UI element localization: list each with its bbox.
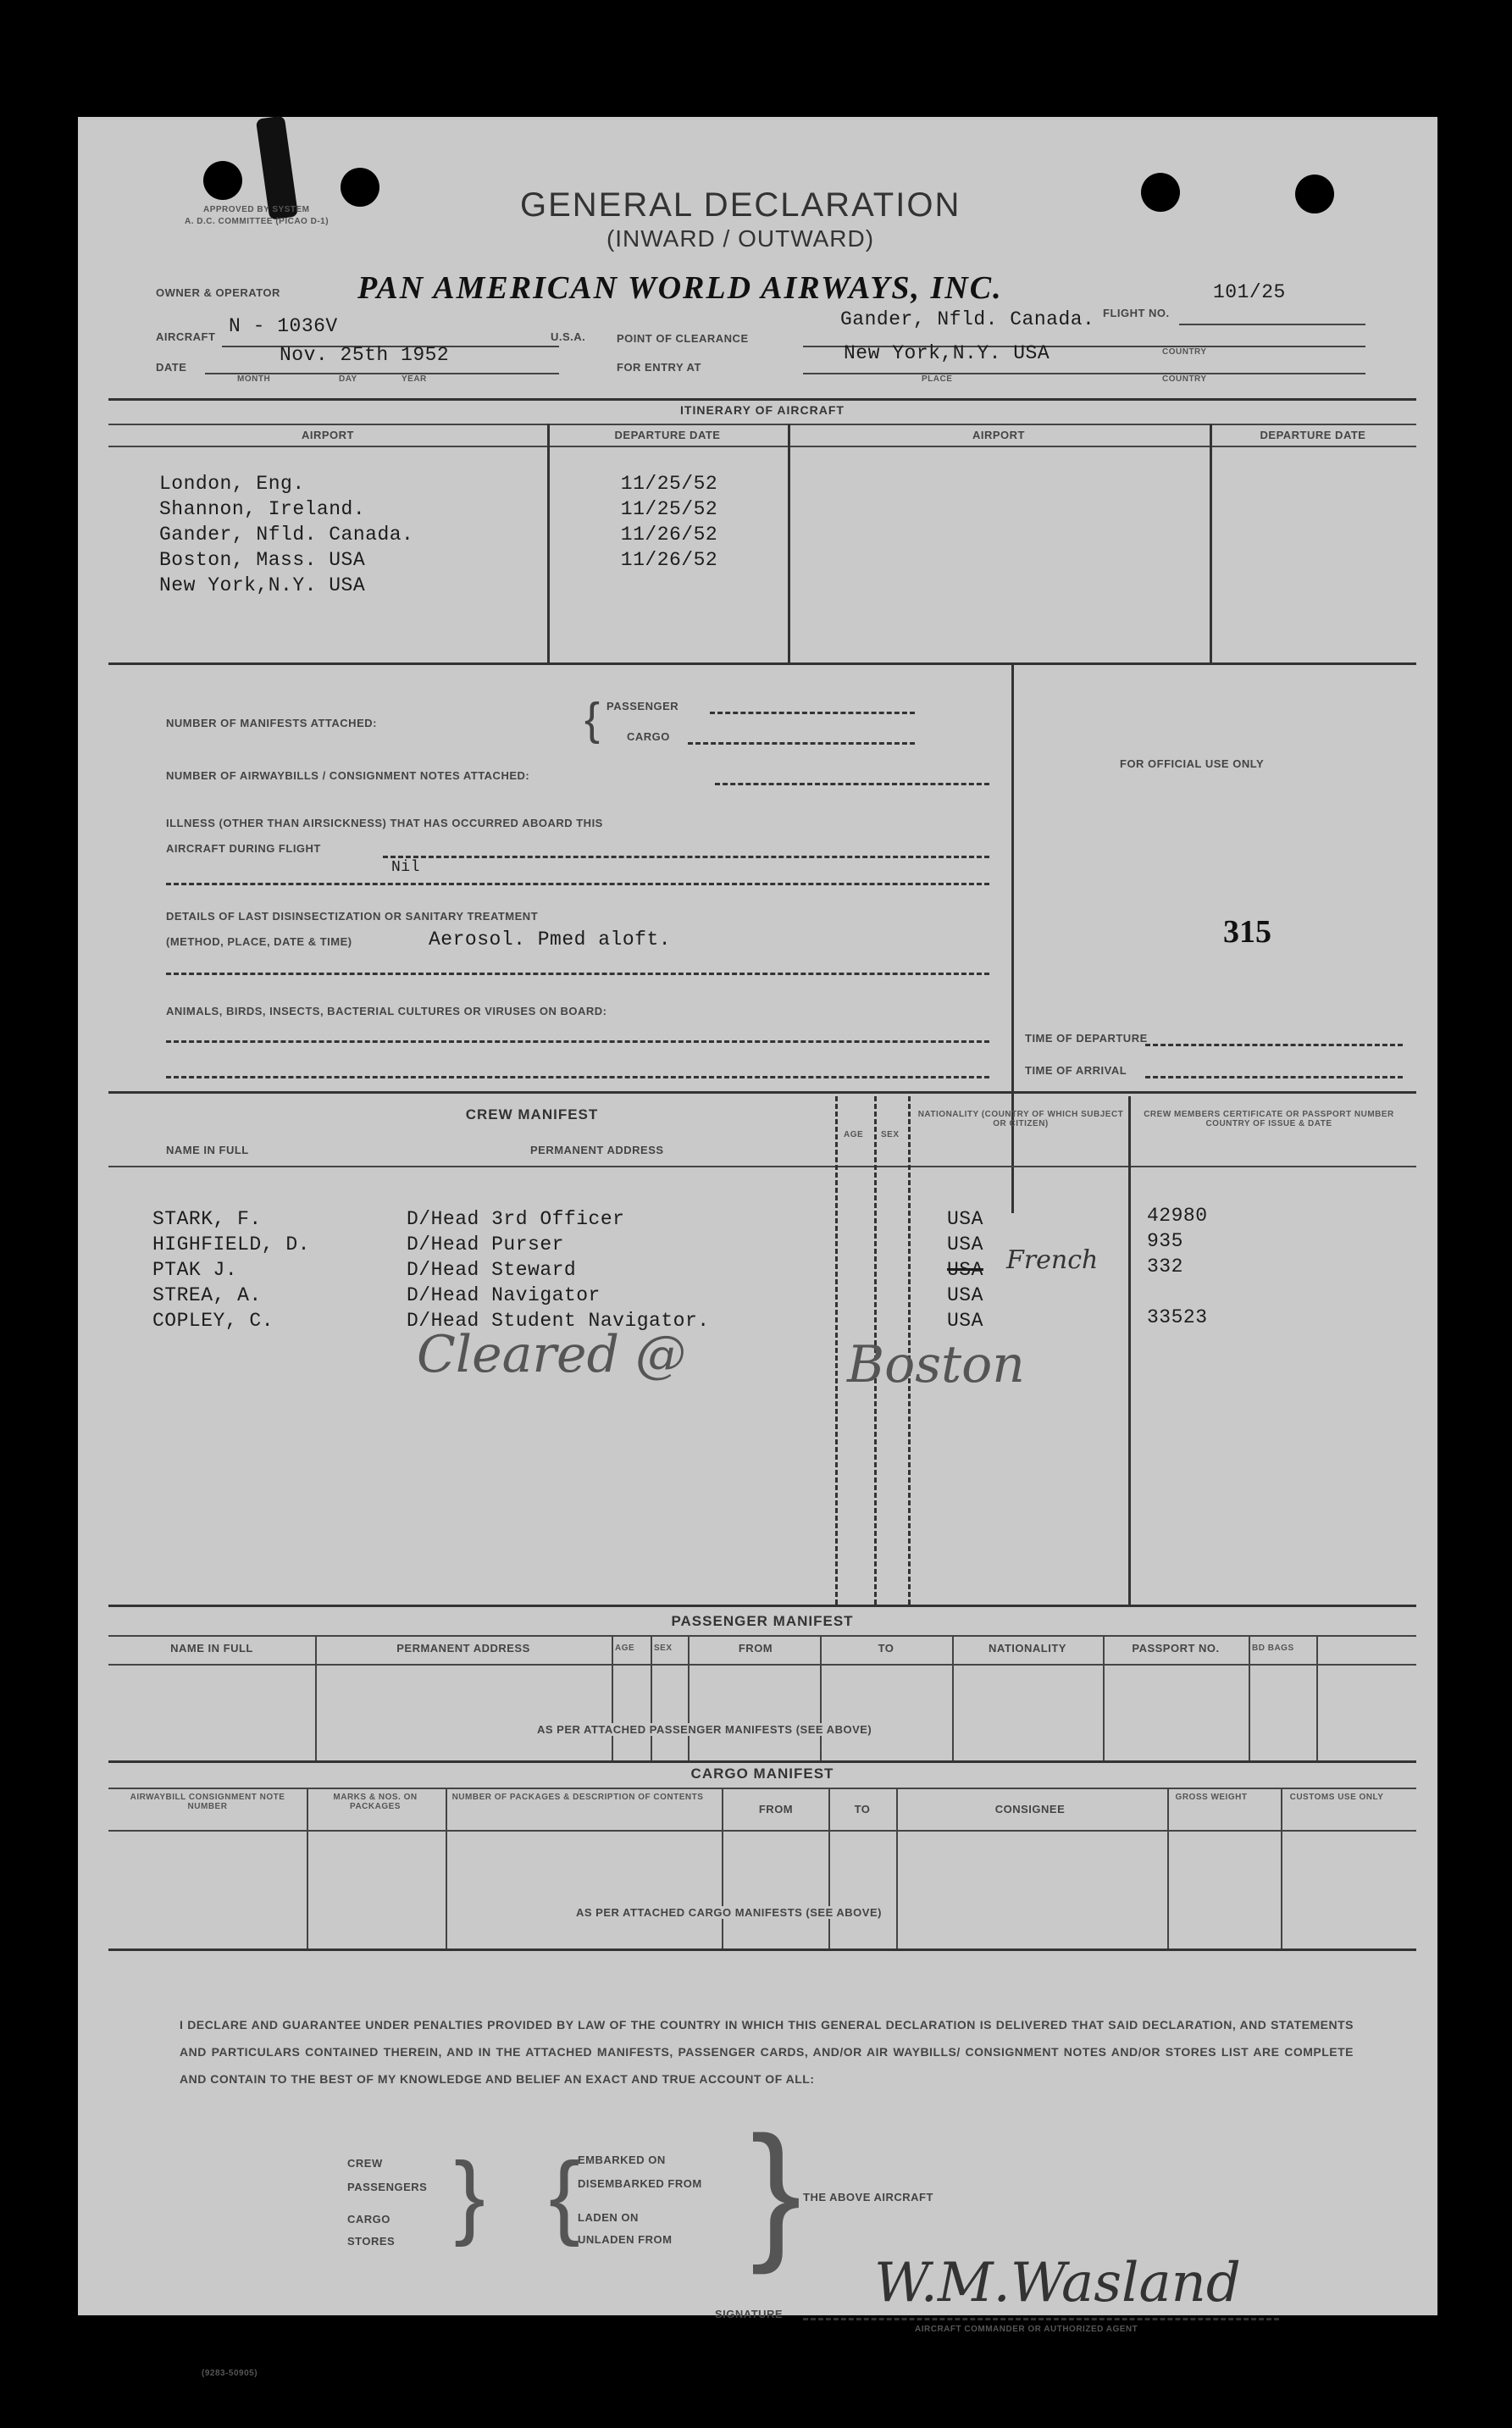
itinerary-date: 11/25/52 xyxy=(620,498,718,520)
time-departure-label: TIME OF DEPARTURE xyxy=(1025,1032,1148,1045)
footer-code: (9283-50905) xyxy=(202,2369,258,2378)
passenger-col-address: PERMANENT ADDRESS xyxy=(396,1642,530,1655)
declaration-passengers: PASSENGERS xyxy=(347,2181,428,2193)
passenger-col-extra: BD BAGS xyxy=(1252,1644,1294,1653)
itinerary-col-departure: DEPARTURE DATE xyxy=(614,429,721,441)
declaration-cargo: CARGO xyxy=(347,2213,390,2226)
illness-label-1: ILLNESS (OTHER THAN AIRSICKNESS) THAT HAS OCCURRED ABOARD THIS xyxy=(166,817,603,829)
point-clearance-label: POINT OF CLEARANCE xyxy=(617,332,749,345)
usa-label: U.S.A. xyxy=(551,330,586,343)
point-clearance-value: Gander, Nfld. Canada. xyxy=(840,308,1095,330)
form-subtitle: (INWARD / OUTWARD) xyxy=(606,225,875,252)
punch-hole xyxy=(203,161,242,200)
cargo-col-from: FROM xyxy=(758,1803,794,1815)
passenger-note: AS PER ATTACHED PASSENGER MANIFESTS (SEE ABOVE) xyxy=(534,1723,875,1736)
year-label: YEAR xyxy=(402,374,427,384)
cargo-col-marks: MARKS & NOS. ON PACKAGES xyxy=(333,1793,418,1811)
crew-name: STREA, A. xyxy=(152,1284,262,1306)
crew-nationality-handwritten: French xyxy=(1006,1245,1099,1275)
aircraft-value: N - 1036V xyxy=(229,315,338,337)
commander-label: AIRCRAFT COMMANDER OR AUTHORIZED AGENT xyxy=(915,2325,1138,2334)
punch-hole xyxy=(1141,173,1180,212)
animals-label: ANIMALS, BIRDS, INSECTS, BACTERIAL CULTURES OR VIRUSES ON BOARD: xyxy=(166,1005,607,1017)
crew-col-sex: SEX xyxy=(881,1130,900,1139)
for-entry-value: New York,N.Y. USA xyxy=(844,342,1050,364)
crew-certificate: 935 xyxy=(1147,1230,1183,1252)
punch-hole xyxy=(1295,175,1334,213)
declaration-text: I DECLARE AND GUARANTEE UNDER PENALTIES PROVIDED BY LAW OF THE COUNTRY IN WHICH THIS GENERAL DECLARATION IS DELIVERED THAT SAID DECLARATION, AND STATEMENTS AND PARTICULARS CONTAINED THEREIN, AND IN THE ATTACHED MANIFESTS, PASSENGER CARDS, AND/OR AIR WAYBILLS/ CONSIGNMENT NOTES AND/OR STORES LIST ARE COMPLETE AND CONTAIN TO THE BEST OF MY KNOWLEDGE AND BELIEF AN EXACT AND TRUE ACCOUNT OF ALL: xyxy=(180,2018,1354,2086)
itinerary-airport: Shannon, Ireland. xyxy=(159,498,366,520)
declaration-above-aircraft: THE ABOVE AIRCRAFT xyxy=(803,2191,933,2203)
crew-name: STARK, F. xyxy=(152,1208,262,1230)
declaration-disembarked: DISEMBARKED FROM xyxy=(578,2177,702,2190)
flight-no-label: FLIGHT NO. xyxy=(1103,307,1170,319)
itinerary-date: 11/26/52 xyxy=(620,549,718,571)
declaration-unladen: UNLADEN FROM xyxy=(578,2233,673,2246)
passenger-col-nationality: NATIONALITY xyxy=(989,1642,1066,1655)
crew-address: D/Head Steward xyxy=(407,1259,577,1281)
crew-title: CREW MANIFEST xyxy=(465,1106,599,1123)
crew-col-address: PERMANENT ADDRESS xyxy=(530,1144,664,1156)
date-value: Nov. 25th 1952 xyxy=(280,344,450,366)
itinerary-airport: London, Eng. xyxy=(159,473,305,495)
crew-certificate: 332 xyxy=(1147,1256,1183,1278)
crew-col-nationality: NATIONALITY (COUNTRY OF WHICH SUBJECT OR CITIZEN) xyxy=(917,1110,1124,1128)
day-label: DAY xyxy=(339,374,357,384)
declaration-crew: CREW xyxy=(347,2157,383,2170)
date-label: DATE xyxy=(156,361,187,374)
disinsect-label-1: DETAILS OF LAST DISINSECTIZATION OR SANITARY TREATMENT xyxy=(166,910,539,923)
crew-name: HIGHFIELD, D. xyxy=(152,1233,310,1256)
declaration-laden: LADEN ON xyxy=(578,2211,639,2224)
itinerary-col-departure-2: DEPARTURE DATE xyxy=(1260,429,1366,441)
crew-address: D/Head Navigator xyxy=(407,1284,601,1306)
crew-address: D/Head 3rd Officer xyxy=(407,1208,625,1230)
disinsect-label-2: (METHOD, PLACE, DATE & TIME) xyxy=(166,935,352,948)
cargo-col-airwaybill: AIRWAYBILL CONSIGNMENT NOTE NUMBER xyxy=(130,1793,285,1811)
crew-nationality: USA xyxy=(947,1310,983,1332)
itinerary-col-airport-2: AIRPORT xyxy=(972,429,1025,441)
country-label-2: COUNTRY xyxy=(1162,374,1207,384)
itinerary-title: ITINERARY OF AIRCRAFT xyxy=(680,403,845,417)
declaration-embarked: EMBARKED ON xyxy=(578,2154,666,2166)
passenger-col-from: FROM xyxy=(738,1642,773,1655)
passenger-col-passport: PASSPORT NO. xyxy=(1132,1642,1220,1655)
approval-line-2: A. D.C. COMMITTEE (PICAO D-1) xyxy=(185,217,330,226)
number-manifests-label: NUMBER OF MANIFESTS ATTACHED: xyxy=(166,717,377,729)
crew-name: PTAK J. xyxy=(152,1259,238,1281)
time-arrival-label: TIME OF ARRIVAL xyxy=(1025,1064,1127,1077)
place-label: PLACE xyxy=(922,374,953,384)
disinsect-value: Aerosol. Pmed aloft. xyxy=(429,929,672,951)
cargo-count-label: CARGO xyxy=(627,730,670,743)
cargo-col-customs: CUSTOMS USE ONLY xyxy=(1289,1793,1384,1802)
crew-col-name: NAME IN FULL xyxy=(166,1144,249,1156)
cargo-col-consignee: CONSIGNEE xyxy=(994,1803,1066,1815)
month-label: MONTH xyxy=(237,374,271,384)
declaration-form: APPROVED BY SYSTEM A. D.C. COMMITTEE (PICAO D-1) GENERAL DECLARATION (INWARD / OUTWARD) OWNER & OPERATOR PAN AMERICAN WORLD AIRWAYS, INC. FLIGHT NO. 101/25 AIRCRAFT N - 1036V U.S.A. POINT OF CLEARANCE Gander, Nfld. Canada. COUNTRY DATE Nov. 25th 1952 MONTH DAY YEAR FOR ENTRY AT New York,N.Y. USA PLACE COUNTRY ITINERARY OF AIRCRAFT AIRPORT DEPARTURE DATE AIRPORT DEPARTURE DATE London, Eng. 11/25/52 Shannon, Ireland. 11/25/52 Gander, Nfld. Canada. 11/26/52 Boston, Mass. USA 11/26/52 New York,N.Y. USA NUMBER OF MANIFESTS ATTACHED: { PASSENGER CARGO NUMBER OF AIRWAYBILLS / CONSIGNMENT NOTES ATTACHED: ILLNESS (OTHER THAN AIRSICKNESS) THAT HAS OCCURRED ABOARD THIS AIRCRAFT DURING FLIGHT Nil DETAILS OF LAST DISINSECTIZATION OR SANITARY TREATMENT (METHOD, PLACE, DATE & TIME) Aerosol. Pmed aloft. ANIMALS, BIRDS, INSECTS, BACTERIAL CULTURES OR VIRUSES ON BOARD: FOR OFFICIAL USE ONLY 315 TIME OF DEPARTURE TIME OF ARRIVAL CREW MANIFEST NAME IN FULL PERMANENT ADDRESS AGE SEX NATIONALITY (COUNTRY OF WHICH SUBJECT OR CITIZEN) CREW MEMBERS CERTIFICATE OR PASSPORT NUMBER COUNTRY OF ISSUE & DATE STARK, F. D/Head 3rd Officer USA 42980 HIGHFIELD, D. D/Head Purser USA 935 PTAK J. D/Head Steward USA French 332 STREA, A. D/Head Navigator USA COPLEY, C. D/Head Student Navigator. USA 33523 Cleared @ Boston PASSENGER MANIFEST NAME IN FULL PERMANENT ADDRESS AGE SEX FROM TO NATIONALITY PASSPORT NO. BD BAGS AS PER ATTACHED PASSENGER MANIFESTS (SEE ABOVE) CARGO MANIFEST AIRWAYBILL CONSIGNMENT NOTE NUMBER MARKS & NOS. ON PACKAGES NUMBER OF PACKAGES & DESCRIPTION OF CONTENTS FROM TO CONSIGNEE GROSS WEIGHT CUSTOMS USE ONLY AS PER ATTACHED CARGO MANIFESTS (SEE ABOVE) I DECLARE AND GUARANTEE UNDER PENALTIES PROVIDED BY LAW OF THE COUNTRY IN WHICH THIS GENERAL DECLARATION IS DELIVERED THAT SAID DECLARATION, AND STATEMENTS AND PARTICULARS CONTAINED THEREIN, AND IN THE ATTACHED MANIFESTS, PASSENGER CARDS, AND/OR AIR WAYBILLS/ CONSIGNMENT NOTES AND/OR STORES LIST ARE COMPLETE AND CONTAIN TO THE BEST OF MY KNOWLEDGE AND BELIEF AN EXACT AND TRUE ACCOUNT OF ALL: CREW PASSENGERS CARGO STORES } { EMBARKED ON DISEMBARKED FROM LADEN ON UNLADEN FROM } THE ABOVE AIRCRAFT SIGNATURE W.M.Wasland AIRCRAFT COMMANDER OR AUTHORIZED AGENT (9283-50905) xyxy=(78,117,1437,2315)
approval-line-1: APPROVED BY SYSTEM xyxy=(203,205,310,214)
crew-nationality: USA xyxy=(947,1233,983,1256)
punch-hole xyxy=(341,168,379,207)
passenger-title: PASSENGER MANIFEST xyxy=(671,1613,854,1629)
handwritten-cleared: Cleared @ xyxy=(417,1325,687,1384)
passenger-col-sex: SEX xyxy=(654,1644,673,1653)
passenger-count-label: PASSENGER xyxy=(606,700,679,712)
declaration-stores: STORES xyxy=(347,2235,396,2248)
crew-nationality: USA xyxy=(947,1284,983,1306)
illness-value: Nil xyxy=(391,859,420,876)
cargo-col-packages: NUMBER OF PACKAGES & DESCRIPTION OF CONTENTS xyxy=(451,1793,704,1802)
official-use-value: 315 xyxy=(1223,914,1271,950)
aircraft-label: AIRCRAFT xyxy=(156,330,216,343)
itinerary-airport: Gander, Nfld. Canada. xyxy=(159,524,414,546)
cargo-col-weight: GROSS WEIGHT xyxy=(1175,1793,1248,1802)
signature-label: SIGNATURE xyxy=(715,2308,784,2320)
crew-nationality: USA xyxy=(947,1259,983,1281)
airwaybills-label: NUMBER OF AIRWAYBILLS / CONSIGNMENT NOTES ATTACHED: xyxy=(166,769,530,782)
cargo-note: AS PER ATTACHED CARGO MANIFESTS (SEE ABOVE) xyxy=(573,1906,885,1919)
crew-certificate: 33523 xyxy=(1147,1306,1208,1328)
crew-col-age: AGE xyxy=(844,1130,864,1139)
official-use-label: FOR OFFICIAL USE ONLY xyxy=(1120,757,1265,770)
crew-address: D/Head Purser xyxy=(407,1233,564,1256)
crew-address: D/Head Student Navigator. xyxy=(407,1310,710,1332)
handwritten-boston: Boston xyxy=(847,1335,1025,1394)
country-label: COUNTRY xyxy=(1162,347,1207,357)
signature: W.M.Wasland xyxy=(874,2252,1241,2314)
form-title: GENERAL DECLARATION xyxy=(520,186,961,224)
owner-label: OWNER & OPERATOR xyxy=(156,286,280,299)
illness-label-2: AIRCRAFT DURING FLIGHT xyxy=(166,842,321,855)
itinerary-airport: New York,N.Y. USA xyxy=(159,574,366,596)
cargo-title: CARGO MANIFEST xyxy=(690,1766,834,1782)
passenger-col-name: NAME IN FULL xyxy=(170,1642,253,1655)
passenger-col-to: TO xyxy=(878,1642,894,1655)
crew-nationality: USA xyxy=(947,1208,983,1230)
crew-name: COPLEY, C. xyxy=(152,1310,274,1332)
for-entry-label: FOR ENTRY AT xyxy=(617,361,701,374)
itinerary-date: 11/25/52 xyxy=(620,473,718,495)
flight-no-value: 101/25 xyxy=(1213,281,1286,303)
cargo-col-to: TO xyxy=(854,1803,871,1815)
crew-col-certificate: CREW MEMBERS CERTIFICATE OR PASSPORT NUMBER COUNTRY OF ISSUE & DATE xyxy=(1144,1110,1394,1128)
crew-certificate: 42980 xyxy=(1147,1205,1208,1227)
itinerary-date: 11/26/52 xyxy=(620,524,718,546)
owner-value: PAN AMERICAN WORLD AIRWAYS, INC. xyxy=(357,270,1003,306)
itinerary-col-airport: AIRPORT xyxy=(302,429,354,441)
passenger-col-age: AGE xyxy=(615,1644,635,1653)
itinerary-airport: Boston, Mass. USA xyxy=(159,549,366,571)
